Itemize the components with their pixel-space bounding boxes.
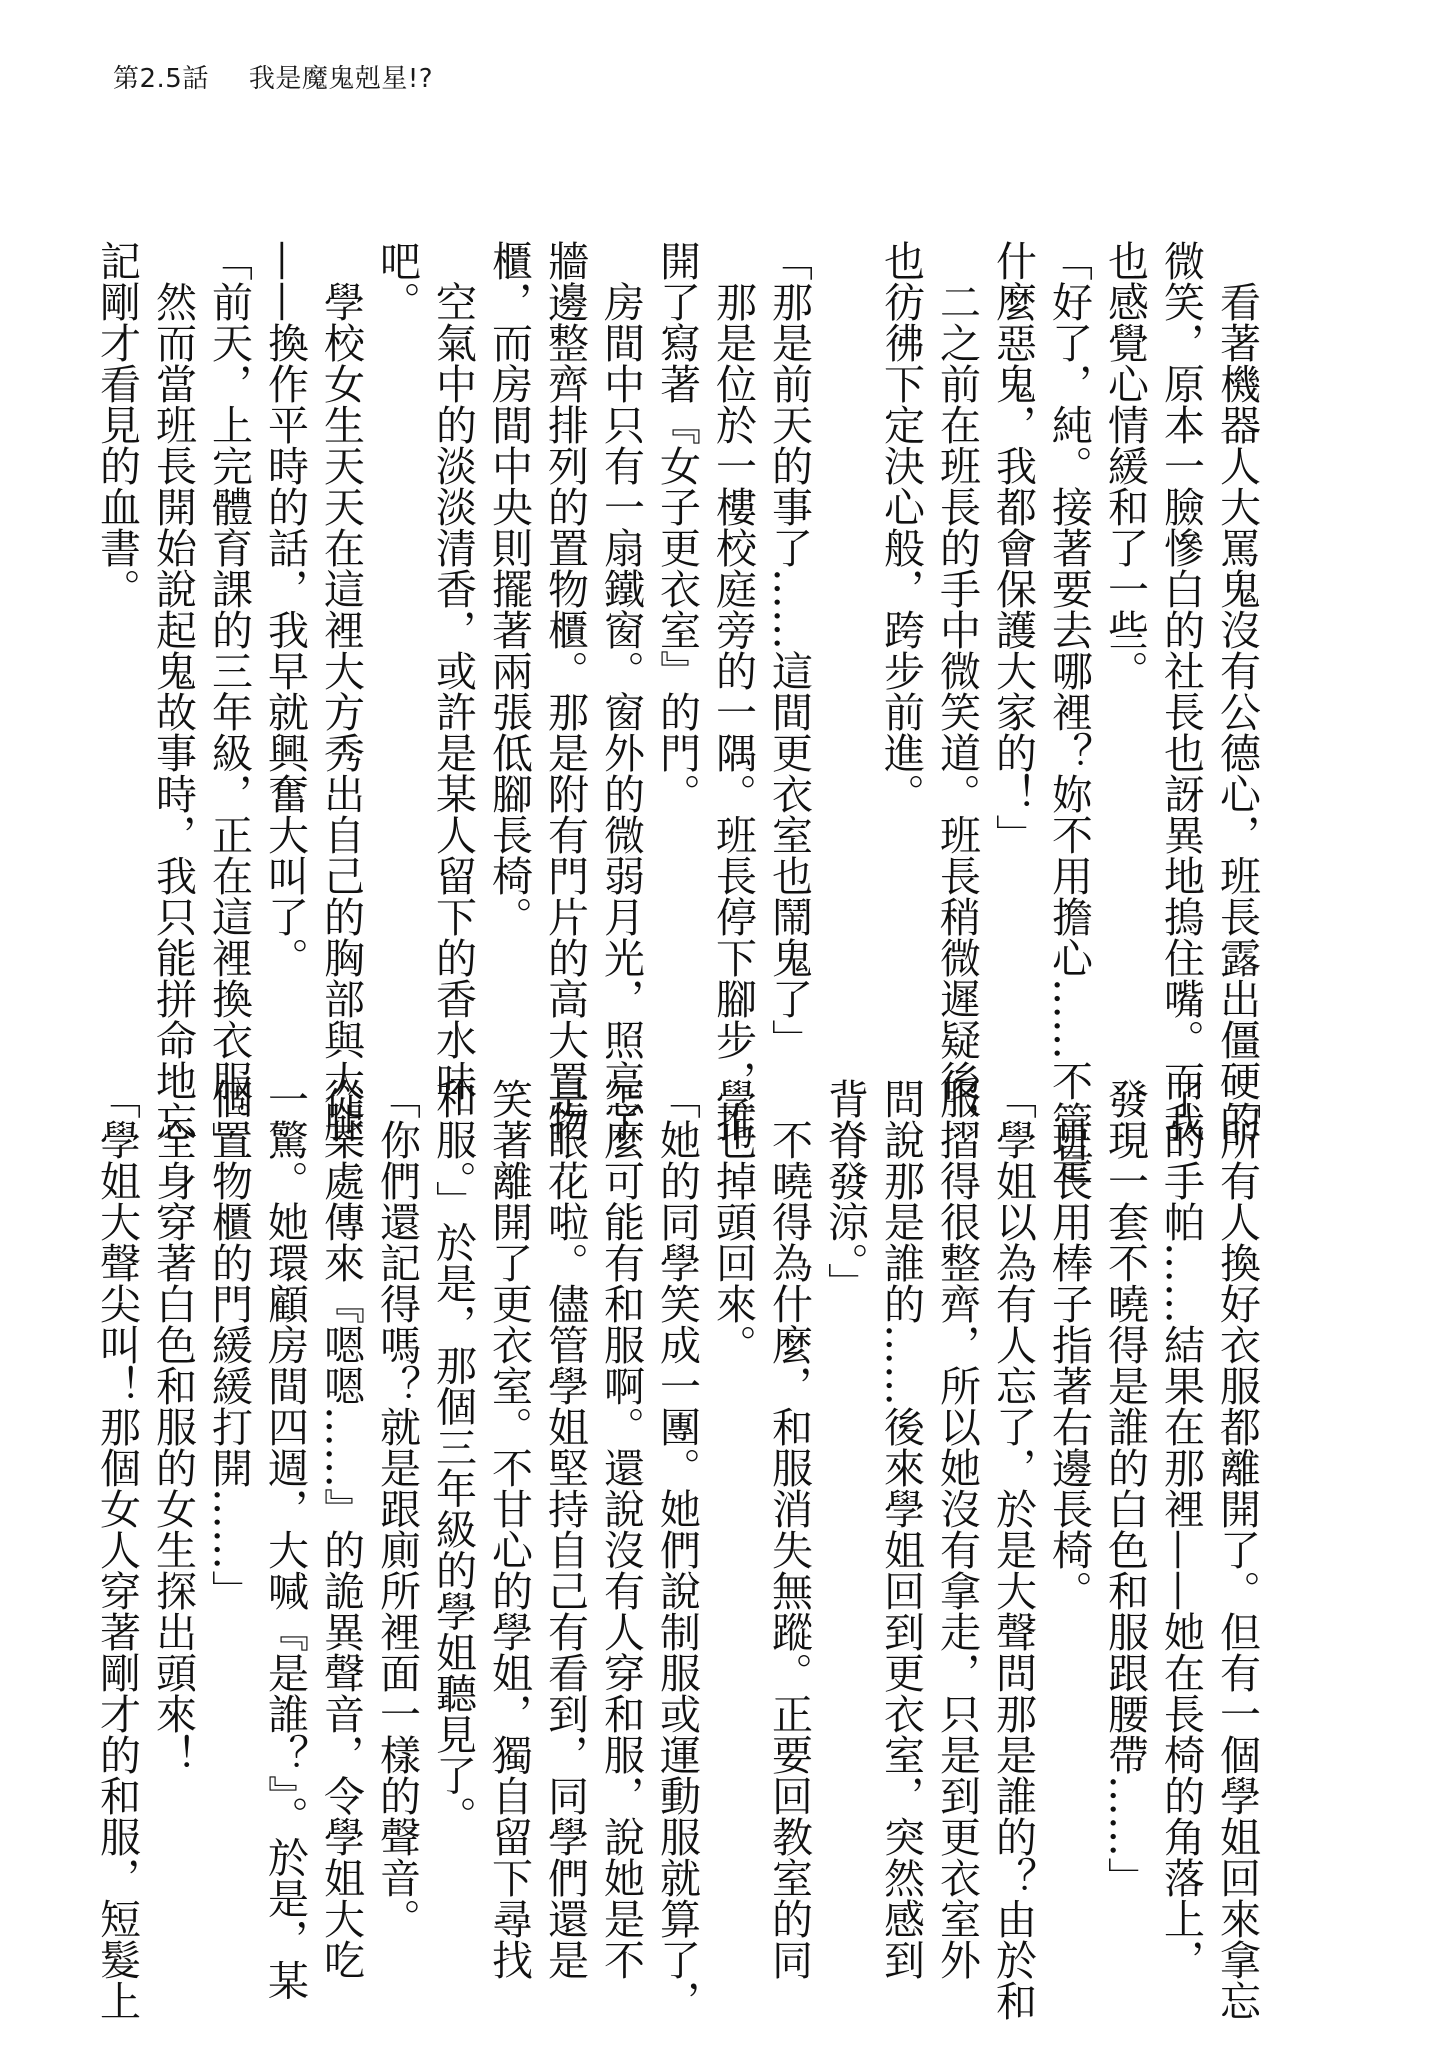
text-column: 吧。 bbox=[373, 240, 421, 322]
text-column: 笑著離開了更衣室。不甘心的學姐，獨自留下尋找 bbox=[485, 1078, 533, 1980]
text-column: 是眼花啦。儘管學姐堅持自己有看到，同學們還是 bbox=[541, 1078, 589, 1980]
chapter-number: 第2.5話 bbox=[113, 64, 209, 94]
text-column: 開了寫著『女子更衣室』的門。 bbox=[653, 240, 701, 814]
text-column: 和服。」於是，那個三年級的學姐聽見了。 bbox=[429, 1078, 477, 1837]
text-column: 那是位於一樓校庭旁的一隅。班長停下腳步，推 bbox=[709, 281, 757, 1142]
text-column: 問說那是誰的……後來學姐回到更衣室，突然感到 bbox=[877, 1078, 925, 1980]
text-column: 全身穿著白色和服的女生探出頭來！ bbox=[149, 1119, 197, 1775]
text-block-top bbox=[89, 240, 1265, 1183]
text-column: 「學姐以為有人忘了，於是大聲問那是誰的？由於和 bbox=[989, 1078, 1037, 2021]
text-column: 個置物櫃的門緩緩打開……」 bbox=[205, 1078, 253, 1611]
text-column: 房間中只有一扇鐵窗。窗外的微弱月光，照亮了 bbox=[597, 281, 645, 1142]
text-column: 記剛才看見的血書。 bbox=[93, 240, 141, 609]
text-column: ——換作平時的話，我早就興奮大叫了。 bbox=[261, 240, 309, 978]
text-column: 了的手帕……結果在那裡——她在長椅的角落上， bbox=[1157, 1078, 1205, 1980]
text-column: 「所有人換好衣服都離開了。但有一個學姐回來拿忘 bbox=[1213, 1078, 1261, 2021]
text-column: 什麼惡鬼，我都會保護大家的！」 bbox=[989, 240, 1037, 855]
text-column: 牆邊整齊排列的置物櫃。那是附有門片的高大置物 bbox=[541, 240, 589, 1142]
text-column: 一驚。她環顧房間四週，大喊『是誰？』。於是，某 bbox=[261, 1078, 309, 2001]
text-column: 也感覺心情緩和了一些。 bbox=[1101, 240, 1149, 691]
text-column: 微笑，原本一臉慘白的社長也訝異地摀住嘴。而我 bbox=[1157, 240, 1205, 1142]
text-column: 學也掉頭回來。 bbox=[709, 1078, 757, 1365]
text-column: 「她的同學笑成一團。她們說制服或運動服就算了， bbox=[653, 1078, 701, 2021]
text-column: 怎麼可能有和服啊。還說沒有人穿和服，說她是不 bbox=[597, 1078, 645, 1980]
chapter-title: 我是魔鬼剋星!? bbox=[248, 64, 434, 94]
text-block-bottom bbox=[89, 1078, 1265, 2021]
text-column: 「好了，純。接著要去哪裡？妳不用擔心……不管是 bbox=[1045, 240, 1093, 1183]
text-column: 發現一套不曉得是誰的白色和服跟腰帶……」 bbox=[1101, 1078, 1149, 1898]
text-column: 看著機器人大罵鬼沒有公德心，班長露出僵硬的 bbox=[1213, 281, 1261, 1142]
chapter-header bbox=[113, 58, 433, 95]
text-column: 學校女生天天在這裡大方秀出自己的胸部與大腿 bbox=[317, 281, 365, 1142]
text-column: 班長用棒子指著右邊長椅。 bbox=[1045, 1119, 1093, 1611]
text-column: 櫃，而房間中央則擺著兩張低腳長椅。 bbox=[485, 240, 533, 937]
text-column: 二之前在班長的手中微笑道。班長稍微遲疑後， bbox=[933, 281, 981, 1142]
text-column: 然而當班長開始說起鬼故事時，我只能拼命地忘 bbox=[149, 281, 197, 1142]
text-column: 「那是前天的事了……這間更衣室也鬧鬼了」 bbox=[765, 240, 813, 1060]
text-column: 不曉得為什麼，和服消失無蹤。正要回教室的同 bbox=[765, 1119, 813, 1980]
text-column: 服摺得很整齊，所以她沒有拿走，只是到更衣室外 bbox=[933, 1078, 981, 1980]
text-column: 「你們還記得嗎？就是跟廁所裡面一樣的聲音。 bbox=[373, 1078, 421, 1939]
text-column: 也彷彿下定決心般，跨步前進。 bbox=[877, 240, 925, 814]
text-column: 從某處傳來『嗯嗯……』的詭異聲音，令學姐大吃 bbox=[317, 1078, 365, 1980]
text-column: 「前天，上完體育課的三年級，正在這裡換衣服。」 bbox=[205, 240, 253, 1163]
blank-column bbox=[817, 240, 873, 1010]
text-column: 空氣中的淡淡清香，或許是某人留下的香水味 bbox=[429, 281, 477, 1101]
text-column: 「學姐大聲尖叫！那個女人穿著剛才的和服，短髮上 bbox=[93, 1078, 141, 2021]
text-column: 背脊發涼。」 bbox=[821, 1078, 869, 1304]
